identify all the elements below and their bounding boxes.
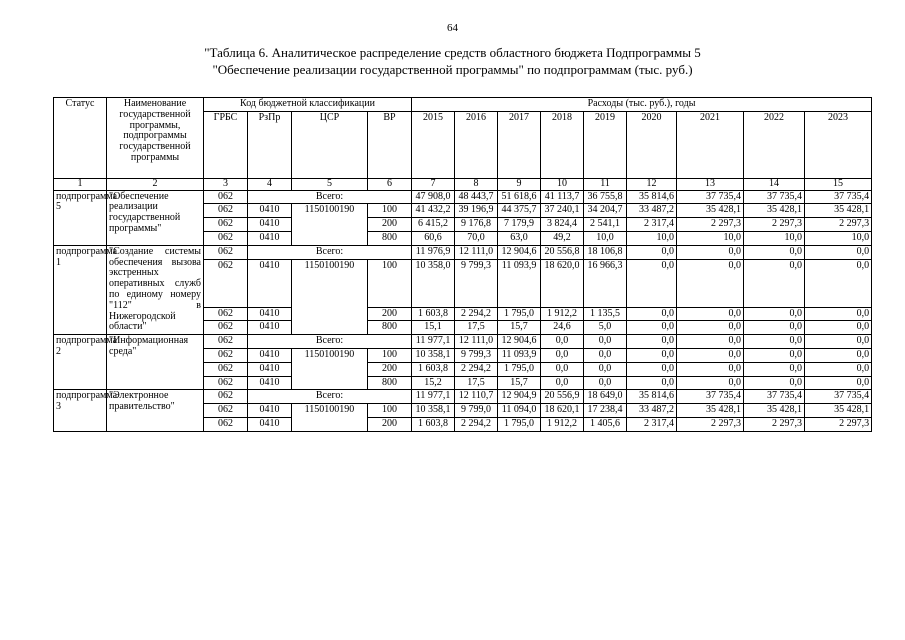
column-number-row	[54, 178, 872, 190]
grbs-cell: 062	[204, 307, 248, 321]
status-cell: подпрограмма 3	[54, 390, 107, 431]
grbs-cell: 062	[204, 335, 248, 349]
value-cell: 15,7	[498, 376, 541, 390]
value-cell: 1 603,8	[412, 307, 455, 321]
value-cell: 0,0	[744, 245, 805, 259]
value-cell: 0,0	[677, 362, 744, 376]
column-number: 8	[455, 178, 498, 190]
value-cell: 11 093,9	[498, 259, 541, 307]
value-cell: 0,0	[541, 362, 584, 376]
value-cell: 34 204,7	[584, 204, 627, 218]
value-cell: 36 755,8	[584, 190, 627, 204]
vr-cell: 200	[368, 218, 412, 232]
value-cell: 63,0	[498, 231, 541, 245]
column-number: 13	[677, 178, 744, 190]
header-year: 2020	[627, 111, 677, 178]
value-cell: 2 297,3	[744, 417, 805, 431]
value-cell: 12 111,0	[455, 245, 498, 259]
header-year: 2023	[805, 111, 872, 178]
vr-cell: 200	[368, 307, 412, 321]
column-number: 14	[744, 178, 805, 190]
value-cell: 9 799,3	[455, 348, 498, 362]
value-cell: 0,0	[744, 376, 805, 390]
grbs-cell: 062	[204, 321, 248, 335]
column-number: 11	[584, 178, 627, 190]
value-cell: 11 977,1	[412, 390, 455, 404]
value-cell: 0,0	[541, 376, 584, 390]
grbs-cell: 062	[204, 348, 248, 362]
program-name-cell: "Создание системы обеспечения вызова экстренных оперативных служб по единому номеру "112" в Нижегородской области"	[107, 245, 204, 334]
value-cell: 0,0	[677, 376, 744, 390]
value-cell: 1 912,2	[541, 307, 584, 321]
value-cell: 3 824,4	[541, 218, 584, 232]
program-name-cell: "Электронное правительство"	[107, 390, 204, 431]
column-number: 15	[805, 178, 872, 190]
value-cell: 5,0	[584, 321, 627, 335]
value-cell: 0,0	[744, 321, 805, 335]
grbs-cell: 062	[204, 404, 248, 418]
rzpr-cell: 0410	[248, 231, 292, 245]
value-cell: 0,0	[627, 259, 677, 307]
column-number: 10	[541, 178, 584, 190]
value-cell: 0,0	[805, 376, 872, 390]
value-cell: 0,0	[677, 321, 744, 335]
value-cell: 0,0	[805, 245, 872, 259]
value-cell: 0,0	[627, 348, 677, 362]
value-cell: 49,2	[541, 231, 584, 245]
vr-cell: 100	[368, 259, 412, 307]
value-cell: 1 912,2	[541, 417, 584, 431]
grbs-cell: 062	[204, 362, 248, 376]
value-cell: 0,0	[584, 348, 627, 362]
value-cell: 35 428,1	[805, 404, 872, 418]
total-label-cell: Всего:	[248, 245, 412, 259]
value-cell: 0,0	[805, 259, 872, 307]
value-cell: 20 556,9	[541, 390, 584, 404]
budget-distribution-table	[53, 97, 872, 432]
status-cell: подпрограмма 1	[54, 245, 107, 334]
column-number: 4	[248, 178, 292, 190]
table-row-total	[54, 245, 872, 259]
rzpr-cell: 0410	[248, 348, 292, 362]
value-cell: 2 294,2	[455, 362, 498, 376]
page-number: 64	[447, 22, 458, 34]
value-cell: 2 297,3	[677, 417, 744, 431]
value-cell: 12 904,6	[498, 335, 541, 349]
value-cell: 15,1	[412, 321, 455, 335]
program-name-cell: "Обеспечение реализации государственной программы"	[107, 190, 204, 245]
header-budget-code: Код бюджетной классификации	[204, 98, 412, 112]
header-year: 2018	[541, 111, 584, 178]
value-cell: 10,0	[677, 231, 744, 245]
value-cell: 1 795,0	[498, 307, 541, 321]
rzpr-cell: 0410	[248, 307, 292, 321]
value-cell: 1 795,0	[498, 417, 541, 431]
value-cell: 0,0	[627, 376, 677, 390]
value-cell: 11 094,0	[498, 404, 541, 418]
value-cell: 0,0	[744, 348, 805, 362]
value-cell: 9 176,8	[455, 218, 498, 232]
value-cell: 10,0	[805, 231, 872, 245]
value-cell: 18 106,8	[584, 245, 627, 259]
rzpr-cell: 0410	[248, 259, 292, 307]
header-year: 2015	[412, 111, 455, 178]
value-cell: 10 358,0	[412, 259, 455, 307]
value-cell: 6 415,2	[412, 218, 455, 232]
value-cell: 0,0	[744, 307, 805, 321]
column-number: 7	[412, 178, 455, 190]
column-number: 1	[54, 178, 107, 190]
header-name: Наименование государственной программы, подпрограммы государственной программы	[107, 98, 204, 179]
header-expenses: Расходы (тыс. руб.), годы	[412, 98, 872, 112]
value-cell: 37 735,4	[744, 190, 805, 204]
value-cell: 35 428,1	[805, 204, 872, 218]
grbs-cell: 062	[204, 231, 248, 245]
value-cell: 35 814,6	[627, 390, 677, 404]
rzpr-cell: 0410	[248, 204, 292, 218]
value-cell: 37 735,4	[744, 390, 805, 404]
value-cell: 35 428,1	[744, 204, 805, 218]
vr-cell: 800	[368, 376, 412, 390]
value-cell: 17,5	[455, 376, 498, 390]
grbs-cell: 062	[204, 417, 248, 431]
header-rzpr: РзПр	[248, 111, 292, 178]
header-year: 2021	[677, 111, 744, 178]
csr-cell: 1150100190	[292, 204, 368, 245]
table-row-total	[54, 390, 872, 404]
value-cell: 37 735,4	[805, 190, 872, 204]
rzpr-cell: 0410	[248, 321, 292, 335]
vr-cell: 100	[368, 404, 412, 418]
value-cell: 0,0	[805, 321, 872, 335]
value-cell: 1 405,6	[584, 417, 627, 431]
header-status: Статус	[54, 98, 107, 179]
value-cell: 2 297,3	[805, 218, 872, 232]
value-cell: 35 814,6	[627, 190, 677, 204]
value-cell: 47 908,0	[412, 190, 455, 204]
value-cell: 0,0	[627, 335, 677, 349]
value-cell: 37 735,4	[805, 390, 872, 404]
value-cell: 0,0	[744, 362, 805, 376]
value-cell: 1 795,0	[498, 362, 541, 376]
value-cell: 18 620,1	[541, 404, 584, 418]
table-title-line-1: "Таблица 6. Аналитическое распределение средств областного бюджета Подпрограммы 5	[204, 45, 701, 60]
column-number: 2	[107, 178, 204, 190]
column-number: 3	[204, 178, 248, 190]
header-year: 2019	[584, 111, 627, 178]
value-cell: 0,0	[584, 376, 627, 390]
value-cell: 1 603,8	[412, 362, 455, 376]
value-cell: 10,0	[744, 231, 805, 245]
value-cell: 12 110,7	[455, 390, 498, 404]
value-cell: 33 487,2	[627, 404, 677, 418]
csr-cell: 1150100190	[292, 348, 368, 389]
value-cell: 17,5	[455, 321, 498, 335]
grbs-cell: 062	[204, 376, 248, 390]
header-grbs: ГРБС	[204, 111, 248, 178]
value-cell: 35 428,1	[677, 204, 744, 218]
header-year: 2016	[455, 111, 498, 178]
rzpr-cell: 0410	[248, 417, 292, 431]
total-label-cell: Всего:	[248, 335, 412, 349]
value-cell: 1 603,8	[412, 417, 455, 431]
total-label-cell: Всего:	[248, 190, 412, 204]
value-cell: 10 358,1	[412, 348, 455, 362]
value-cell: 41 432,2	[412, 204, 455, 218]
value-cell: 0,0	[627, 321, 677, 335]
value-cell: 16 966,3	[584, 259, 627, 307]
grbs-cell: 062	[204, 390, 248, 404]
total-label-cell: Всего:	[248, 390, 412, 404]
table-body	[54, 190, 872, 431]
vr-cell: 800	[368, 231, 412, 245]
vr-cell: 200	[368, 362, 412, 376]
value-cell: 10 358,1	[412, 404, 455, 418]
value-cell: 0,0	[677, 348, 744, 362]
program-name-cell: "Информационная среда"	[107, 335, 204, 390]
vr-cell: 800	[368, 321, 412, 335]
header-vr: ВР	[368, 111, 412, 178]
value-cell: 24,6	[541, 321, 584, 335]
value-cell: 37 735,4	[677, 190, 744, 204]
value-cell: 2 541,1	[584, 218, 627, 232]
value-cell: 17 238,4	[584, 404, 627, 418]
csr-cell: 1150100190	[292, 404, 368, 432]
table-row-total	[54, 335, 872, 349]
rzpr-cell: 0410	[248, 404, 292, 418]
value-cell: 18 649,0	[584, 390, 627, 404]
status-cell: подпрограмма 5	[54, 190, 107, 245]
grbs-cell: 062	[204, 259, 248, 307]
vr-cell: 100	[368, 348, 412, 362]
value-cell: 0,0	[627, 245, 677, 259]
value-cell: 51 618,6	[498, 190, 541, 204]
value-cell: 0,0	[627, 307, 677, 321]
grbs-cell: 062	[204, 204, 248, 218]
value-cell: 0,0	[584, 335, 627, 349]
value-cell: 0,0	[627, 362, 677, 376]
value-cell: 2 297,3	[677, 218, 744, 232]
value-cell: 41 113,7	[541, 190, 584, 204]
value-cell: 2 297,3	[744, 218, 805, 232]
value-cell: 11 977,1	[412, 335, 455, 349]
value-cell: 12 904,9	[498, 390, 541, 404]
value-cell: 0,0	[677, 259, 744, 307]
rzpr-cell: 0410	[248, 218, 292, 232]
value-cell: 0,0	[805, 362, 872, 376]
value-cell: 1 135,5	[584, 307, 627, 321]
value-cell: 11 976,9	[412, 245, 455, 259]
header-year: 2017	[498, 111, 541, 178]
value-cell: 15,7	[498, 321, 541, 335]
value-cell: 2 317,4	[627, 218, 677, 232]
table-title-line-2: "Обеспечение реализации государственной программы" по подпрограммам (тыс. руб.)	[212, 62, 693, 77]
value-cell: 2 317,4	[627, 417, 677, 431]
column-number: 12	[627, 178, 677, 190]
value-cell: 0,0	[744, 335, 805, 349]
value-cell: 12 111,0	[455, 335, 498, 349]
table-row-total	[54, 190, 872, 204]
value-cell: 10,0	[584, 231, 627, 245]
value-cell: 35 428,1	[744, 404, 805, 418]
value-cell: 2 294,2	[455, 307, 498, 321]
grbs-cell: 062	[204, 218, 248, 232]
grbs-cell: 062	[204, 245, 248, 259]
value-cell: 48 443,7	[455, 190, 498, 204]
vr-cell: 200	[368, 417, 412, 431]
value-cell: 0,0	[677, 335, 744, 349]
value-cell: 9 799,0	[455, 404, 498, 418]
grbs-cell: 062	[204, 190, 248, 204]
value-cell: 39 196,9	[455, 204, 498, 218]
value-cell: 15,2	[412, 376, 455, 390]
value-cell: 7 179,9	[498, 218, 541, 232]
value-cell: 9 799,3	[455, 259, 498, 307]
value-cell: 20 556,8	[541, 245, 584, 259]
value-cell: 0,0	[677, 245, 744, 259]
value-cell: 44 375,7	[498, 204, 541, 218]
column-number: 9	[498, 178, 541, 190]
status-cell: подпрограмма 2	[54, 335, 107, 390]
value-cell: 70,0	[455, 231, 498, 245]
value-cell: 37 240,1	[541, 204, 584, 218]
value-cell: 33 487,2	[627, 204, 677, 218]
value-cell: 18 620,0	[541, 259, 584, 307]
value-cell: 0,0	[805, 307, 872, 321]
value-cell: 0,0	[584, 362, 627, 376]
csr-cell: 1150100190	[292, 259, 368, 335]
header-csr: ЦСР	[292, 111, 368, 178]
header-year: 2022	[744, 111, 805, 178]
value-cell: 37 735,4	[677, 390, 744, 404]
value-cell: 0,0	[805, 348, 872, 362]
value-cell: 0,0	[541, 348, 584, 362]
value-cell: 10,0	[627, 231, 677, 245]
column-number: 5	[292, 178, 368, 190]
column-number: 6	[368, 178, 412, 190]
value-cell: 35 428,1	[677, 404, 744, 418]
value-cell: 2 294,2	[455, 417, 498, 431]
rzpr-cell: 0410	[248, 362, 292, 376]
value-cell: 0,0	[677, 307, 744, 321]
value-cell: 12 904,6	[498, 245, 541, 259]
rzpr-cell: 0410	[248, 376, 292, 390]
value-cell: 0,0	[805, 335, 872, 349]
vr-cell: 100	[368, 204, 412, 218]
value-cell: 2 297,3	[805, 417, 872, 431]
value-cell: 60,6	[412, 231, 455, 245]
value-cell: 11 093,9	[498, 348, 541, 362]
value-cell: 0,0	[744, 259, 805, 307]
value-cell: 0,0	[541, 335, 584, 349]
